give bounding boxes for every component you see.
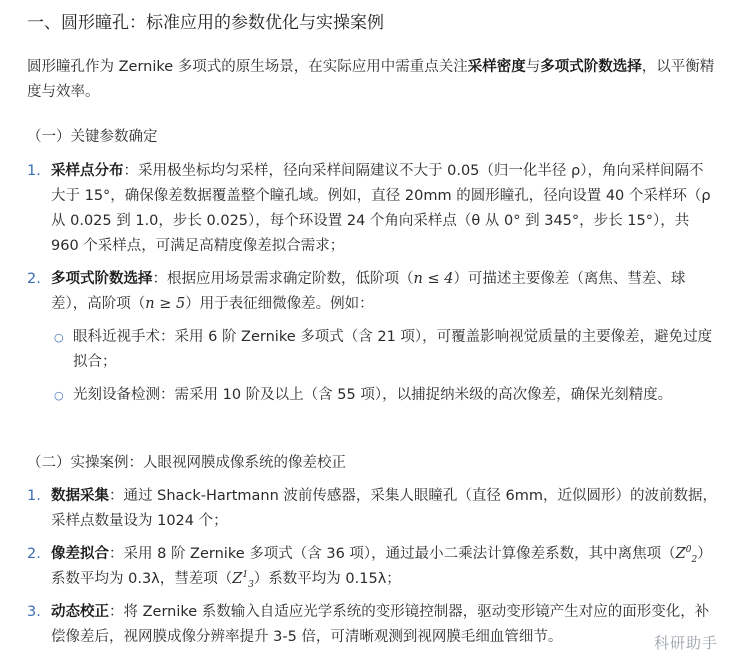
math-subscript: 2: [691, 554, 698, 565]
item-title: 数据采集: [51, 488, 109, 504]
item-text: ）用于表征细微像差。例如：: [185, 296, 374, 312]
math-subscript: 3: [248, 579, 254, 590]
intro-bold-sampling: 采样密度: [467, 59, 526, 75]
list-item: [27, 267, 717, 317]
intro-bold-order: 多项式阶数选择: [540, 59, 642, 75]
bullet-circle-icon: ○: [54, 389, 64, 402]
math-superscript: 1: [242, 570, 249, 581]
math-expression: n ≤ 4: [413, 271, 454, 287]
sub-list-item: [27, 383, 717, 408]
intro-text-start: 圆形瞳孔作为 Zernike 多项式的原生场景，在实际应用中需重点关注: [27, 59, 468, 75]
item-text: ）可描述主要像差（离焦、彗差、球差），高阶项（: [51, 271, 686, 312]
item-text: ）系数平均为 0.3λ，彗差项（: [51, 546, 712, 587]
list-number: 3.: [27, 604, 41, 620]
math-superscript: 0: [685, 545, 692, 556]
math-symbol: Z: [675, 546, 686, 562]
params-list: [27, 159, 717, 408]
intro-text-and: 与: [525, 59, 541, 75]
sub-item-text: 眼科近视手术：采用 6 阶 Zernike 多项式（含 21 项），可覆盖影响视觉质量的主要像差，避免过度拟合；: [73, 329, 713, 370]
list-item: [27, 600, 717, 650]
list-number: 2.: [27, 271, 41, 287]
math-expression: n ≥ 5: [145, 296, 186, 312]
item-text: ）系数平均为 0.15λ；: [253, 571, 401, 587]
sub-list-item: [27, 325, 717, 375]
intro-text-end: ，以平衡精度与效率。: [27, 59, 715, 100]
list-number: 1.: [27, 163, 41, 179]
case-list: [27, 484, 717, 650]
subsection-heading-params: （一）关键参数确定: [27, 129, 158, 145]
section-heading-main: 一、圆形瞳孔：标准应用的参数优化与实操案例: [27, 13, 384, 33]
item-title: 像差拟合: [51, 546, 109, 562]
item-text: ：采用极坐标均匀采样，径向采样间隔建议不大于 0.05（归一化半径 ρ），角向采样间隔不大于 15°，确保像差数据覆盖整个瞳孔域。例如，直径 20mm 的圆形瞳孔，径向设置 40 个采样环（ρ 从 0.025 到 1.0，步长 0.025），每个环设置 24 个角向采样点（θ 从 0° 到 345°，步长 15°），共 960 个采样点，可满足高精度像差拟合需求；: [51, 163, 711, 254]
item-text: ：通过 Shack-Hartmann 波前传感器，采集人眼瞳孔（直径 6mm，近似圆形）的波前数据，采样点数量设为 1024 个；: [51, 488, 718, 529]
list-number: 2.: [27, 546, 41, 562]
list-item: [27, 159, 717, 259]
list-item: [27, 542, 717, 592]
math-symbol: Z: [232, 571, 243, 587]
list-item: [27, 484, 717, 534]
intro-paragraph: [27, 55, 717, 105]
item-text: ：采用 8 阶 Zernike 多项式（含 36 项），通过最小二乘法计算像差系数，其中离焦项（: [109, 546, 676, 562]
item-title: 动态校正: [51, 604, 109, 620]
sub-item-text: 光刻设备检测：需采用 10 阶及以上（含 55 项），以捕捉纳米级的高次像差，确保光刻精度。: [73, 387, 673, 403]
zernike-term-coma: [232, 570, 254, 590]
item-title: 采样点分布: [51, 163, 124, 179]
bullet-circle-icon: ○: [54, 331, 64, 344]
item-title: 多项式阶数选择: [51, 271, 153, 287]
watermark: 科研助手: [653, 634, 718, 652]
zernike-term-defocus: [675, 545, 698, 565]
item-text: ：将 Zernike 系数输入自适应光学系统的变形镜控制器，驱动变形镜产生对应的面形变化，补偿像差后，视网膜成像分辨率提升 3-5 倍，可清晰观测到视网膜毛细血管细节。: [51, 604, 710, 645]
list-number: 1.: [27, 488, 41, 504]
subsection-heading-case: （二）实操案例：人眼视网膜成像系统的像差校正: [27, 455, 346, 471]
item-text: ：根据应用场景需求确定阶数，低阶项（: [152, 271, 414, 287]
